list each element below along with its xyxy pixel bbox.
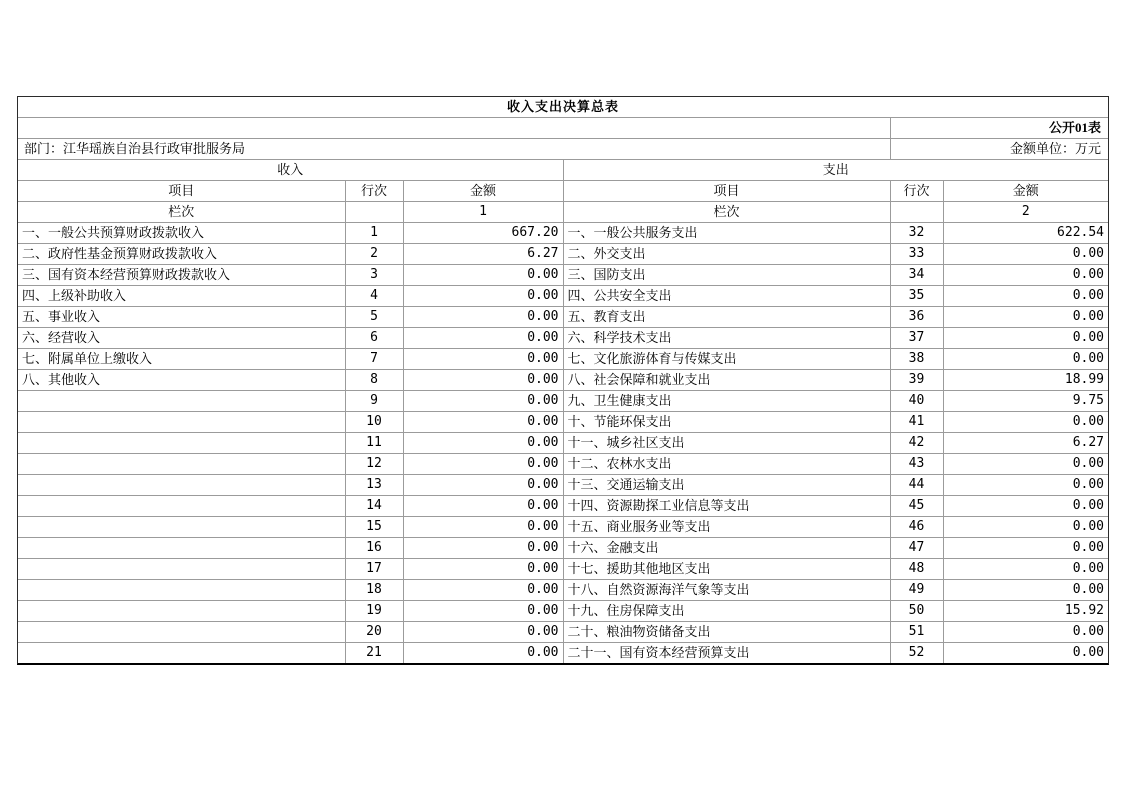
table-row <box>18 244 1108 265</box>
table-row <box>18 349 1108 370</box>
column-header-row <box>18 181 1108 202</box>
expense-amount-cell: 0.00 <box>943 244 1108 265</box>
expense-amount-cell: 15.92 <box>943 601 1108 622</box>
table-row <box>18 370 1108 391</box>
expense-amount-cell: 0.00 <box>943 517 1108 538</box>
income-line-cell: 9 <box>345 391 403 412</box>
expense-item-cell: 三、国防支出 <box>563 265 890 286</box>
expense-line-cell: 50 <box>890 601 943 622</box>
income-line-cell: 14 <box>345 496 403 517</box>
expense-line-cell: 40 <box>890 391 943 412</box>
expense-amount-cell: 0.00 <box>943 286 1108 307</box>
table-row <box>18 538 1108 559</box>
department-label: 部门：江华瑶族自治县行政审批服务局 <box>18 139 890 160</box>
expense-item-cell: 六、科学技术支出 <box>563 328 890 349</box>
expense-line-cell: 44 <box>890 475 943 496</box>
table-row <box>18 286 1108 307</box>
expense-amount-cell: 0.00 <box>943 328 1108 349</box>
expense-line-cell: 52 <box>890 643 943 664</box>
income-item-cell <box>18 580 345 601</box>
income-item-cell: 六、经营收入 <box>18 328 345 349</box>
table-row <box>18 517 1108 538</box>
expense-amount-cell: 0.00 <box>943 475 1108 496</box>
income-item-cell <box>18 391 345 412</box>
expense-item-cell: 十三、交通运输支出 <box>563 475 890 496</box>
expense-amount-cell: 0.00 <box>943 265 1108 286</box>
table-row <box>18 412 1108 433</box>
table-row <box>18 643 1108 664</box>
income-line-cell: 12 <box>345 454 403 475</box>
income-line-cell: 11 <box>345 433 403 454</box>
income-item-cell <box>18 559 345 580</box>
income-line-cell: 1 <box>345 223 403 244</box>
department-row <box>18 139 1108 160</box>
income-amount-header: 金额 <box>403 181 563 202</box>
expense-section-header: 支出 <box>563 160 1108 181</box>
expense-item-cell: 十五、商业服务业等支出 <box>563 517 890 538</box>
expense-line-cell: 35 <box>890 286 943 307</box>
expense-line-cell: 33 <box>890 244 943 265</box>
expense-line-cell: 38 <box>890 349 943 370</box>
table-row <box>18 433 1108 454</box>
expense-amount-cell: 0.00 <box>943 580 1108 601</box>
income-line-cell: 15 <box>345 517 403 538</box>
table-row <box>18 328 1108 349</box>
expense-item-cell: 一、一般公共服务支出 <box>563 223 890 244</box>
table-row <box>18 496 1108 517</box>
income-line-cell: 2 <box>345 244 403 265</box>
income-item-cell <box>18 538 345 559</box>
expense-line-cell: 36 <box>890 307 943 328</box>
income-amount-cell: 0.00 <box>403 328 563 349</box>
income-amount-cell: 0.00 <box>403 412 563 433</box>
income-amount-cell: 0.00 <box>403 601 563 622</box>
income-lanci-value: 1 <box>403 202 563 223</box>
expense-amount-cell: 0.00 <box>943 349 1108 370</box>
expense-line-cell: 37 <box>890 328 943 349</box>
expense-lanci-label: 栏次 <box>563 202 890 223</box>
table-row <box>18 223 1108 244</box>
income-line-cell: 7 <box>345 349 403 370</box>
expense-amount-header: 金额 <box>943 181 1108 202</box>
income-item-cell: 五、事业收入 <box>18 307 345 328</box>
table-code-row <box>18 118 1108 139</box>
income-amount-cell: 0.00 <box>403 286 563 307</box>
expense-lanci-value: 2 <box>943 202 1108 223</box>
expense-item-cell: 七、文化旅游体育与传媒支出 <box>563 349 890 370</box>
income-line-header: 行次 <box>345 181 403 202</box>
expense-amount-cell: 0.00 <box>943 307 1108 328</box>
expense-line-cell: 49 <box>890 580 943 601</box>
income-amount-cell: 0.00 <box>403 433 563 454</box>
expense-line-cell: 47 <box>890 538 943 559</box>
income-line-cell: 3 <box>345 265 403 286</box>
expense-line-cell: 51 <box>890 622 943 643</box>
income-item-cell: 三、国有资本经营预算财政拨款收入 <box>18 265 345 286</box>
income-line-cell: 20 <box>345 622 403 643</box>
income-lanci-blank <box>345 202 403 223</box>
expense-amount-cell: 0.00 <box>943 412 1108 433</box>
income-line-cell: 18 <box>345 580 403 601</box>
expense-amount-cell: 0.00 <box>943 454 1108 475</box>
table-row <box>18 622 1108 643</box>
income-amount-cell: 0.00 <box>403 538 563 559</box>
income-line-cell: 17 <box>345 559 403 580</box>
expense-line-cell: 45 <box>890 496 943 517</box>
table-row <box>18 454 1108 475</box>
unit-label: 金额单位：万元 <box>890 139 1108 160</box>
expense-amount-cell: 0.00 <box>943 496 1108 517</box>
income-item-cell <box>18 433 345 454</box>
income-item-cell: 八、其他收入 <box>18 370 345 391</box>
income-item-header: 项目 <box>18 181 345 202</box>
expense-item-cell: 十八、自然资源海洋气象等支出 <box>563 580 890 601</box>
income-amount-cell: 0.00 <box>403 496 563 517</box>
expense-item-cell: 十四、资源勘探工业信息等支出 <box>563 496 890 517</box>
income-section-header: 收入 <box>18 160 563 181</box>
expense-amount-cell: 6.27 <box>943 433 1108 454</box>
table-row <box>18 475 1108 496</box>
table-row <box>18 559 1108 580</box>
expense-lanci-blank <box>890 202 943 223</box>
expense-item-cell: 二、外交支出 <box>563 244 890 265</box>
income-amount-cell: 667.20 <box>403 223 563 244</box>
income-line-cell: 19 <box>345 601 403 622</box>
expense-amount-cell: 0.00 <box>943 643 1108 664</box>
income-amount-cell: 0.00 <box>403 643 563 664</box>
expense-line-cell: 32 <box>890 223 943 244</box>
table-row <box>18 391 1108 412</box>
expense-amount-cell: 9.75 <box>943 391 1108 412</box>
expense-item-cell: 十六、金融支出 <box>563 538 890 559</box>
expense-item-cell: 十、节能环保支出 <box>563 412 890 433</box>
expense-item-cell: 二十、粮油物资储备支出 <box>563 622 890 643</box>
expense-line-cell: 48 <box>890 559 943 580</box>
title-row <box>18 97 1108 118</box>
expense-item-cell: 十九、住房保障支出 <box>563 601 890 622</box>
income-item-cell <box>18 496 345 517</box>
expense-item-cell: 十七、援助其他地区支出 <box>563 559 890 580</box>
table-code: 公开01表 <box>890 118 1108 139</box>
income-amount-cell: 0.00 <box>403 559 563 580</box>
expense-amount-cell: 0.00 <box>943 538 1108 559</box>
expense-amount-cell: 0.00 <box>943 559 1108 580</box>
expense-line-cell: 39 <box>890 370 943 391</box>
expense-item-cell: 八、社会保障和就业支出 <box>563 370 890 391</box>
income-amount-cell: 0.00 <box>403 454 563 475</box>
expense-amount-cell: 18.99 <box>943 370 1108 391</box>
income-line-cell: 10 <box>345 412 403 433</box>
report-table <box>18 97 1108 663</box>
table-row <box>18 580 1108 601</box>
income-item-cell <box>18 412 345 433</box>
income-line-cell: 5 <box>345 307 403 328</box>
income-line-cell: 13 <box>345 475 403 496</box>
income-item-cell: 二、政府性基金预算财政拨款收入 <box>18 244 345 265</box>
expense-line-cell: 43 <box>890 454 943 475</box>
income-line-cell: 8 <box>345 370 403 391</box>
page-title: 收入支出决算总表 <box>18 97 1108 118</box>
income-amount-cell: 0.00 <box>403 475 563 496</box>
income-item-cell: 一、一般公共预算财政拨款收入 <box>18 223 345 244</box>
expense-item-cell: 九、卫生健康支出 <box>563 391 890 412</box>
income-line-cell: 16 <box>345 538 403 559</box>
expense-item-cell: 十二、农林水支出 <box>563 454 890 475</box>
income-line-cell: 4 <box>345 286 403 307</box>
income-item-cell: 四、上级补助收入 <box>18 286 345 307</box>
income-amount-cell: 0.00 <box>403 307 563 328</box>
income-item-cell <box>18 643 345 664</box>
expense-amount-cell: 622.54 <box>943 223 1108 244</box>
expense-item-header: 项目 <box>563 181 890 202</box>
table-row <box>18 601 1108 622</box>
expense-item-cell: 五、教育支出 <box>563 307 890 328</box>
income-amount-cell: 0.00 <box>403 391 563 412</box>
section-header-row <box>18 160 1108 181</box>
table-row <box>18 307 1108 328</box>
expense-line-header: 行次 <box>890 181 943 202</box>
income-line-cell: 21 <box>345 643 403 664</box>
table-row <box>18 265 1108 286</box>
income-item-cell <box>18 454 345 475</box>
report-table-frame <box>17 96 1109 665</box>
expense-line-cell: 42 <box>890 433 943 454</box>
expense-item-cell: 二十一、国有资本经营预算支出 <box>563 643 890 664</box>
expense-line-cell: 41 <box>890 412 943 433</box>
income-amount-cell: 0.00 <box>403 580 563 601</box>
income-item-cell: 七、附属单位上缴收入 <box>18 349 345 370</box>
table-code-blank-cell <box>18 118 890 139</box>
income-item-cell <box>18 622 345 643</box>
income-item-cell <box>18 601 345 622</box>
income-line-cell: 6 <box>345 328 403 349</box>
expense-item-cell: 十一、城乡社区支出 <box>563 433 890 454</box>
income-lanci-label: 栏次 <box>18 202 345 223</box>
income-item-cell <box>18 517 345 538</box>
income-amount-cell: 0.00 <box>403 349 563 370</box>
income-amount-cell: 6.27 <box>403 244 563 265</box>
lanci-row <box>18 202 1108 223</box>
expense-amount-cell: 0.00 <box>943 622 1108 643</box>
income-amount-cell: 0.00 <box>403 622 563 643</box>
income-amount-cell: 0.00 <box>403 370 563 391</box>
income-amount-cell: 0.00 <box>403 517 563 538</box>
income-item-cell <box>18 475 345 496</box>
expense-item-cell: 四、公共安全支出 <box>563 286 890 307</box>
expense-line-cell: 34 <box>890 265 943 286</box>
income-amount-cell: 0.00 <box>403 265 563 286</box>
expense-line-cell: 46 <box>890 517 943 538</box>
